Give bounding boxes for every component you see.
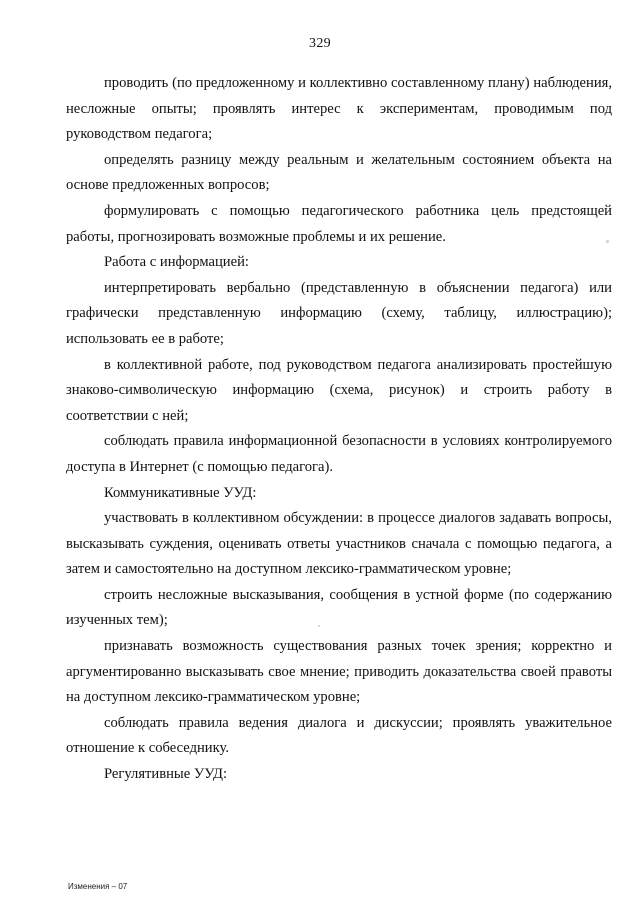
paragraph-item: формулировать с помощью педагогического работника цель предстоящей работы, прогнозировать возможные проблемы и их решение. xyxy=(66,202,612,245)
paragraph-item: в коллективной работе, под руководством педагога анализировать простейшую знаково-символическую информацию (схема, рисунок) и строить работу в соответствии с ней; xyxy=(66,356,612,424)
paragraph-item: признавать возможность существования разных точек зрения; корректно и аргументированно высказывать свое мнение; приводить доказательства своей правоты на доступном лексико-грамматическом уровне; xyxy=(66,638,612,706)
paragraph-item: строить несложные высказывания, сообщения в устной форме (по содержанию изученных тем); xyxy=(66,586,612,629)
paragraph-item: соблюдать правила ведения диалога и дискуссии; проявлять уважительное отношение к собеседнику. xyxy=(66,714,612,757)
paragraph-item: определять разницу между реальным и желательным состоянием объекта на основе предложенных вопросов; xyxy=(66,151,612,194)
section-heading: Коммуникативные УУД: xyxy=(104,484,257,501)
section-heading: Регулятивные УУД: xyxy=(104,766,228,783)
scan-speck xyxy=(318,625,320,627)
footer-revision-note: Изменения – 07 xyxy=(68,882,128,891)
page-body xyxy=(66,71,612,788)
paragraph-item: соблюдать правила информационной безопасности в условиях контролируемого доступа в Интернет (с помощью педагога). xyxy=(66,433,612,475)
paragraph-item: участвовать в коллективном обсуждении: в процессе диалогов задавать вопросы, высказывать суждения, оценивать ответы участников сначала с помощью педагога, а затем и самостоятельно на доступном лексико-грамматическом уровне; xyxy=(66,510,612,578)
section-heading: Работа с информацией: xyxy=(104,254,249,271)
paragraph-item: проводить (по предложенному и коллективно составленному плану) наблюдения, несложные опыты; проявлять интерес к экспериментам, проводимым под руководством педагога; xyxy=(66,75,612,143)
page-number: 329 xyxy=(309,36,331,51)
scan-speck xyxy=(606,240,609,243)
paragraph-item: интерпретировать вербально (представленную в объяснении педагога) или графически представленную информацию (схему, таблицу, иллюстрацию); использовать ее в работе; xyxy=(66,279,612,347)
